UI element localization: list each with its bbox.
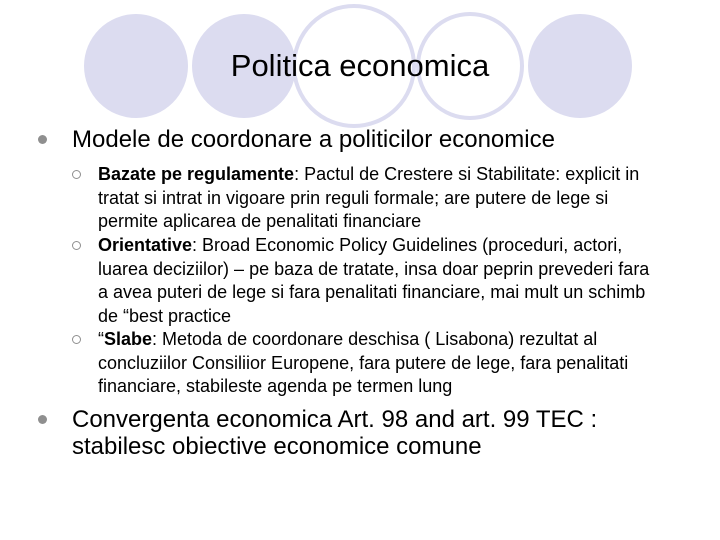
sub-bullet-1-bold: Bazate pe regulamente <box>98 164 295 184</box>
filled-bullet-icon <box>38 135 47 144</box>
bullet-point-2-text: Convergenta economica Art. 98 and art. 99 TEC : stabilesc obiective economice comune <box>72 406 598 460</box>
sub-bullet-2 <box>98 234 658 328</box>
sub-bullet-2-bold: Orientative <box>98 235 193 255</box>
hollow-bullet-icon <box>72 335 81 344</box>
sub-bullet-3-bold: Slabe <box>104 329 153 349</box>
hollow-bullet-icon <box>72 170 81 179</box>
bullet-point-2 <box>72 406 672 460</box>
sub-bullet-1 <box>98 163 658 234</box>
sub-bullet-3-prefix: “ <box>98 329 104 349</box>
sub-bullet-3-text: : Metoda de coordonare deschisa ( Lisabona) rezultat al concluziilor Consiliior Europene, fara putere de lege, fara penalitati financiare, stabileste agenda pe termen lung <box>98 329 629 396</box>
bullet-point-1 <box>72 126 672 153</box>
bullet-point-1-text: Modele de coordonare a politicilor economice <box>72 126 555 153</box>
slide-title: Politica economica <box>230 48 490 83</box>
sub-bullet-2-text: : Broad Economic Policy Guidelines (proceduri, actori, luarea deciziilor) – pe baza de tratate, insa doar peprin prevederi fara a avea puteri de lege si fara penalitati financiare, mai mult un schimb de “best practice <box>98 235 650 326</box>
filled-bullet-icon <box>38 415 47 424</box>
sub-bullet-1-text: : Pactul de Crestere si Stabilitate: explicit in tratat si intrat in vigoare prin reguli formale; are putere de lege si permite aplicarea de penalitati financiare <box>98 164 640 231</box>
sub-bullet-3 <box>98 328 658 399</box>
hollow-bullet-icon <box>72 241 81 250</box>
